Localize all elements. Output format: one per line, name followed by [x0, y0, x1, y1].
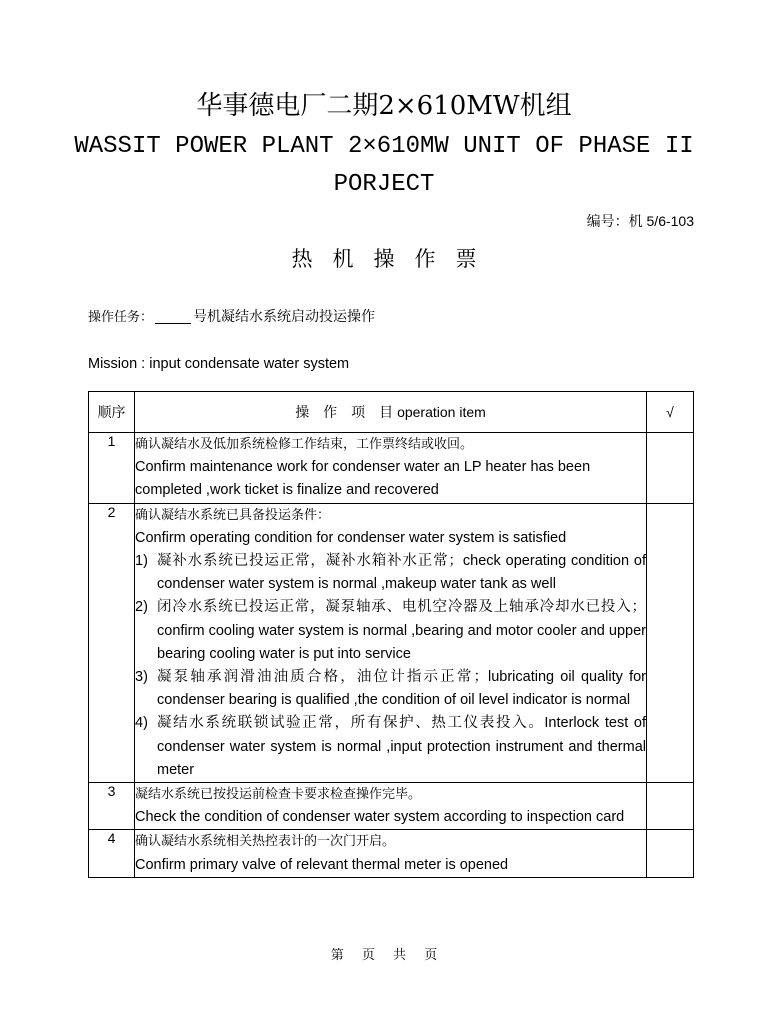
row-sequence: 3	[89, 783, 135, 830]
table-row	[89, 503, 694, 782]
operation-task-text: 号机凝结水系统启动投运操作	[193, 308, 376, 324]
sub-item	[135, 596, 646, 666]
title-chinese: 华事德电厂二期2×610MW机组	[196, 91, 572, 121]
column-header-sequence: 顺序	[89, 392, 135, 433]
row-check-cell[interactable]	[647, 433, 694, 504]
sub-item-text: 凝结水系统联锁试验正常，所有保护、热工仪表投入。Interlock test of condenser water system is normal ,input protection instrument and thermal meter	[157, 715, 646, 778]
mission-text: Mission : input condensate water system	[88, 356, 350, 372]
sub-item-text: 闭冷水系统已投运正常，凝泵轴承、电机空冷器及上轴承冷却水已投入；confirm cooling water system is normal ,bearing and motor cooler and upper bearing cooling water is put into service	[157, 599, 646, 662]
table-header-row	[89, 392, 694, 433]
row-sequence: 1	[89, 433, 135, 504]
row-check-cell[interactable]	[647, 783, 694, 830]
item-text-english: Check the condition of condenser water system according to inspection card	[135, 809, 625, 826]
table-row	[89, 783, 694, 830]
row-operation-item	[135, 503, 647, 782]
sub-item-number: 1)	[135, 553, 148, 570]
row-operation-item	[135, 830, 647, 877]
page-footer: 第 页 共 页	[330, 948, 438, 963]
sub-item	[135, 666, 646, 712]
sub-item-number: 4)	[135, 715, 148, 732]
unit-number-blank	[155, 309, 191, 324]
operation-task-label: 操作任务：	[88, 310, 154, 325]
row-sequence: 4	[89, 830, 135, 877]
table-row	[89, 433, 694, 504]
operation-task	[88, 306, 375, 328]
item-text-english: Confirm maintenance work for condenser water an LP heater has been completed ,work ticket is finalize and recovered	[135, 459, 591, 499]
sub-item-number: 3)	[135, 669, 148, 686]
row-operation-item	[135, 783, 647, 830]
row-operation-item	[135, 433, 647, 504]
column-header-operation-item: 操 作 项 目 operation item	[135, 392, 647, 433]
sub-item	[135, 712, 646, 782]
table-body	[89, 433, 694, 878]
sub-item	[135, 550, 646, 596]
column-header-check: √	[647, 392, 694, 433]
item-text-chinese: 确认凝结水及低加系统检修工作结束，工作票终结或收回。	[135, 437, 474, 452]
item-text-english: Confirm primary valve of relevant thermal meter is opened	[135, 856, 509, 873]
sub-item-text: 凝泵轴承润滑油油质合格，油位计指示正常；lubricating oil quality for condenser bearing is qualified ,the condition of oil level indicator is normal	[157, 669, 646, 709]
item-text-chinese: 确认凝结水系统相关热控表计的一次门开启。	[135, 834, 396, 850]
item-text-chinese: 凝结水系统已按投运前检查卡要求检查操作完毕。	[135, 787, 422, 803]
row-check-cell[interactable]	[647, 503, 694, 782]
document-number: 编号：机 5/6-103	[586, 213, 694, 229]
table-row	[89, 830, 694, 877]
operation-table	[88, 391, 694, 878]
sub-item-number: 2)	[135, 599, 148, 616]
row-check-cell[interactable]	[647, 830, 694, 877]
row-sequence: 2	[89, 503, 135, 782]
title-english: WASSIT POWER PLANT 2×610MW UNIT OF PHASE II PORJECT	[74, 133, 694, 198]
ticket-title: 热机操作票	[291, 247, 497, 271]
item-text-english: Confirm operating condition for condenser water system is satisfied	[135, 529, 567, 546]
sub-item-text: 凝补水系统已投运正常，凝补水箱补水正常；check operating condition of condenser water system is normal ,makeup water tank as well	[157, 553, 646, 593]
item-text-chinese: 确认凝结水系统已具备投运条件：	[135, 507, 331, 523]
